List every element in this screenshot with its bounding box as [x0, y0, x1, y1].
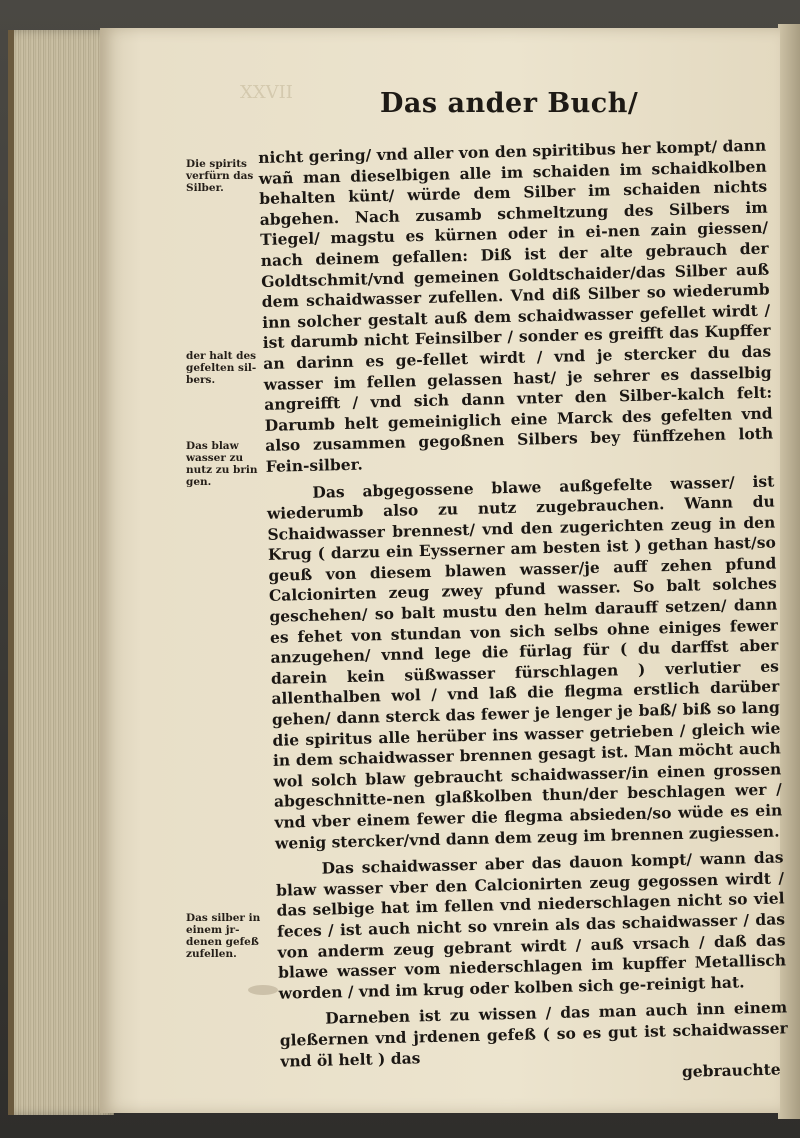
faint-page-number: XXVII: [240, 82, 293, 103]
paragraph-1: nicht gering/ vnd aller von den spiritibus her kompt/ dann wañ man dieselbigen alle im schaiden im schaidkolben behalten künt/ würde dem Silber im schaiden nichts abgehen. Nach zusamb schmeltzung des Silbers im Tiegel/ magstu es kürnen oder in ei-nen zain giessen/ nach deinem gefallen: Diß ist der alte gebrauch der Goldtschmit/vnd gemeinen Goldtschaider/das Silber auß dem schaidwasser zufellen. Vnd diß Silber so wiederumb inn solcher gestalt auß dem schaidwasser gefellet wirdt / ist darumb nicht Feinsilber / sonder es greifft das Kupffer an darinn es ge-fellet wirdt / vnd je stercker du das wasser im fellen gelassen hast/ je sehrer es dasselbig angreifft / vnd sich dann vnter den Silber-kalch felt: Darumb helt gemeiniglich eine Marck des gefelten vnd also zusammen gegoßnen Silbers bey fünffzehen loth Fein-silber.: [258, 135, 774, 476]
paragraph-2: Das abgegossene blawe außgefelte wasser/ ist wiederumb also zu nutz zugebrauchen. Wann du Schaidwasser brennest/ vnd den zugerichten zeug in den Krug ( darzu ein Eysserner am besten ist ) gethan hast/so geuß von diesem blawen wasser/je auff zehen pfund Calcionirten zeug zwey pfund wasser. So balt solches geschehen/ so balt mustu den helm darauff setzen/ dann es fehet von stundan von sich selbs ohne einiges fewer anzugehen/ vnnd lege die fürlag für ( du darffst aber darein kein süßwasser fürschlagen ) verlutier es allenthalben wol / vnd laß die flegma erstlich darüber gehen/ dann sterck das fewer je lenger je baß/ biß so lang die spiritus alle herüber ins wasser getrieben / gleich wie in dem schaidwasser brennen gesagt ist. Man möcht auch wol solch blaw gebraucht schaidwasser/in einen grossen abgeschnitte-nen glaßkolben thun/der beschlagen wer / vnd vber einem fewer die flegma absieden/so wüde es ein wenig stercker/vnd dann dem zeug im brennen zugiessen.: [266, 470, 783, 853]
page-stack-edge: [8, 30, 114, 1115]
body-text: [258, 136, 789, 1093]
ink-smudge: [248, 985, 278, 995]
margin-note-halt: der halt des gefelten sil-bers.: [186, 350, 257, 386]
paragraph-4: Darneben ist zu wissen / das man auch inn einem gleßernen vnd jrdenen gefeß ( so es gut ist schaidwasser vnd öl helt ) das: [279, 997, 788, 1071]
paragraph-3: Das schaidwasser aber das dauon kompt/ wann das blaw wasser vber den Calcionirten zeug gegossen wirdt / das selbige hat im fellen vnd niederschlagen nicht so viel feces / ist auch nicht so vnrein als das schaidwasser / das von anderm zeug gebrant wirdt / auß vrsach / daß das blawe wasser vom niederschlagen im kupffer Metallisch worden / vnd im krug oder kolben sich ge-reinigt hat.: [275, 847, 787, 1003]
margin-note-silber-gefess: Das silber in einem jr-denen gefeß zufellen.: [186, 912, 261, 960]
running-head: Das ander Buch/: [380, 88, 639, 119]
catchword: gebrauchte: [681, 1059, 781, 1082]
margin-note-spirits: Die spirits verfürn das Silber.: [186, 158, 254, 194]
margin-note-blaw-wasser: Das blaw wasser zu nutz zu brin gen.: [186, 440, 258, 488]
